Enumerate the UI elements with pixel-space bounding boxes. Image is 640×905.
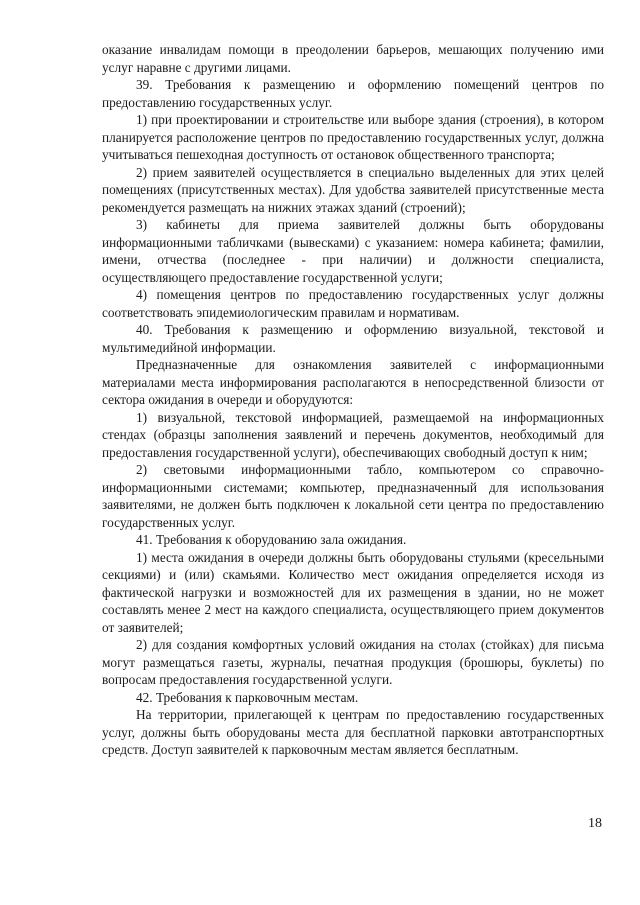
paragraph: 42. Требования к парковочным местам. (136, 689, 359, 705)
paragraph: 1) места ожидания в очереди должны быть оборудованы стульями (кресельными секциями) и (или) скамьями. Количество мест ожидания определяется исходя из фактической нагрузки и возможностей для их размещения в здании, но не может составлять менее 2 мест на каждого специалиста, осуществляющего прием документов от заявителей; (102, 549, 604, 635)
document-body (102, 41, 604, 759)
paragraph: 2) прием заявителей осуществляется в специально выделенных для этих целей помещениях (присутственных местах). Для удобства заявителей присутственные места рекомендуется размещать на нижних этажах зданий (строений); (102, 164, 604, 215)
paragraph: 1) при проектировании и строительстве или выборе здания (строения), в котором планируется расположение центров по предоставлению государственных услуг, должна учитываться пешеходная доступность от остановок общественного транспорта; (102, 112, 604, 162)
paragraph: 1) визуальной, текстовой информацией, размещаемой на информационных стендах (образцы заполнения заявлений и перечень документов, необходимый для предоставления государственной услуги), обеспечивающих свободный доступ к ним; (102, 409, 604, 460)
paragraph: 40. Требования к размещению и оформлению визуальной, текстовой и мультимедийной информации. (102, 322, 604, 355)
paragraph: 2) световыми информационными табло, компьютером со справочно-информационными системами; компьютер, предназначенный для использования заявителями, не должен быть подключен к локальной сети центра по предоставлению государственных услуг. (102, 462, 604, 530)
paragraph: Предназначенные для ознакомления заявителей с информационными материалами места информирования располагаются в непосредственной близости от сектора ожидания в очереди и оборудуются: (102, 357, 604, 407)
paragraph: оказание инвалидам помощи в преодолении барьеров, мешающих получению ими услуг наравне с другими лицами. (102, 42, 604, 75)
page-number: 18 (588, 816, 602, 831)
paragraph: 2) для создания комфортных условий ожидания на столах (стойках) для письма могут размещаться газеты, журналы, печатная продукция (брошюры, буклеты) по вопросам предоставления государственной услуги. (102, 637, 604, 687)
paragraph: 4) помещения центров по предоставлению государственных услуг должны соответствовать эпидемиологическим правилам и нормативам. (102, 287, 604, 320)
paragraph: 39. Требования к размещению и оформлению помещений центров по предоставлению государственных услуг. (102, 77, 604, 110)
paragraph: 41. Требования к оборудованию зала ожидания. (136, 532, 407, 547)
paragraph: На территории, прилегающей к центрам по предоставлению государственных услуг, должны быть оборудованы места для бесплатной парковки автотранспортных средств. Доступ заявителей к парковочным местам является бесплатным. (102, 707, 604, 757)
paragraph: 3) кабинеты для приема заявителей должны быть оборудованы информационными табличками (вывесками) с указанием: номера кабинета; фамилии, имени, отчества (последнее - при наличии) и должности специалиста, осуществляющего предоставление государственной услуги; (102, 217, 604, 285)
